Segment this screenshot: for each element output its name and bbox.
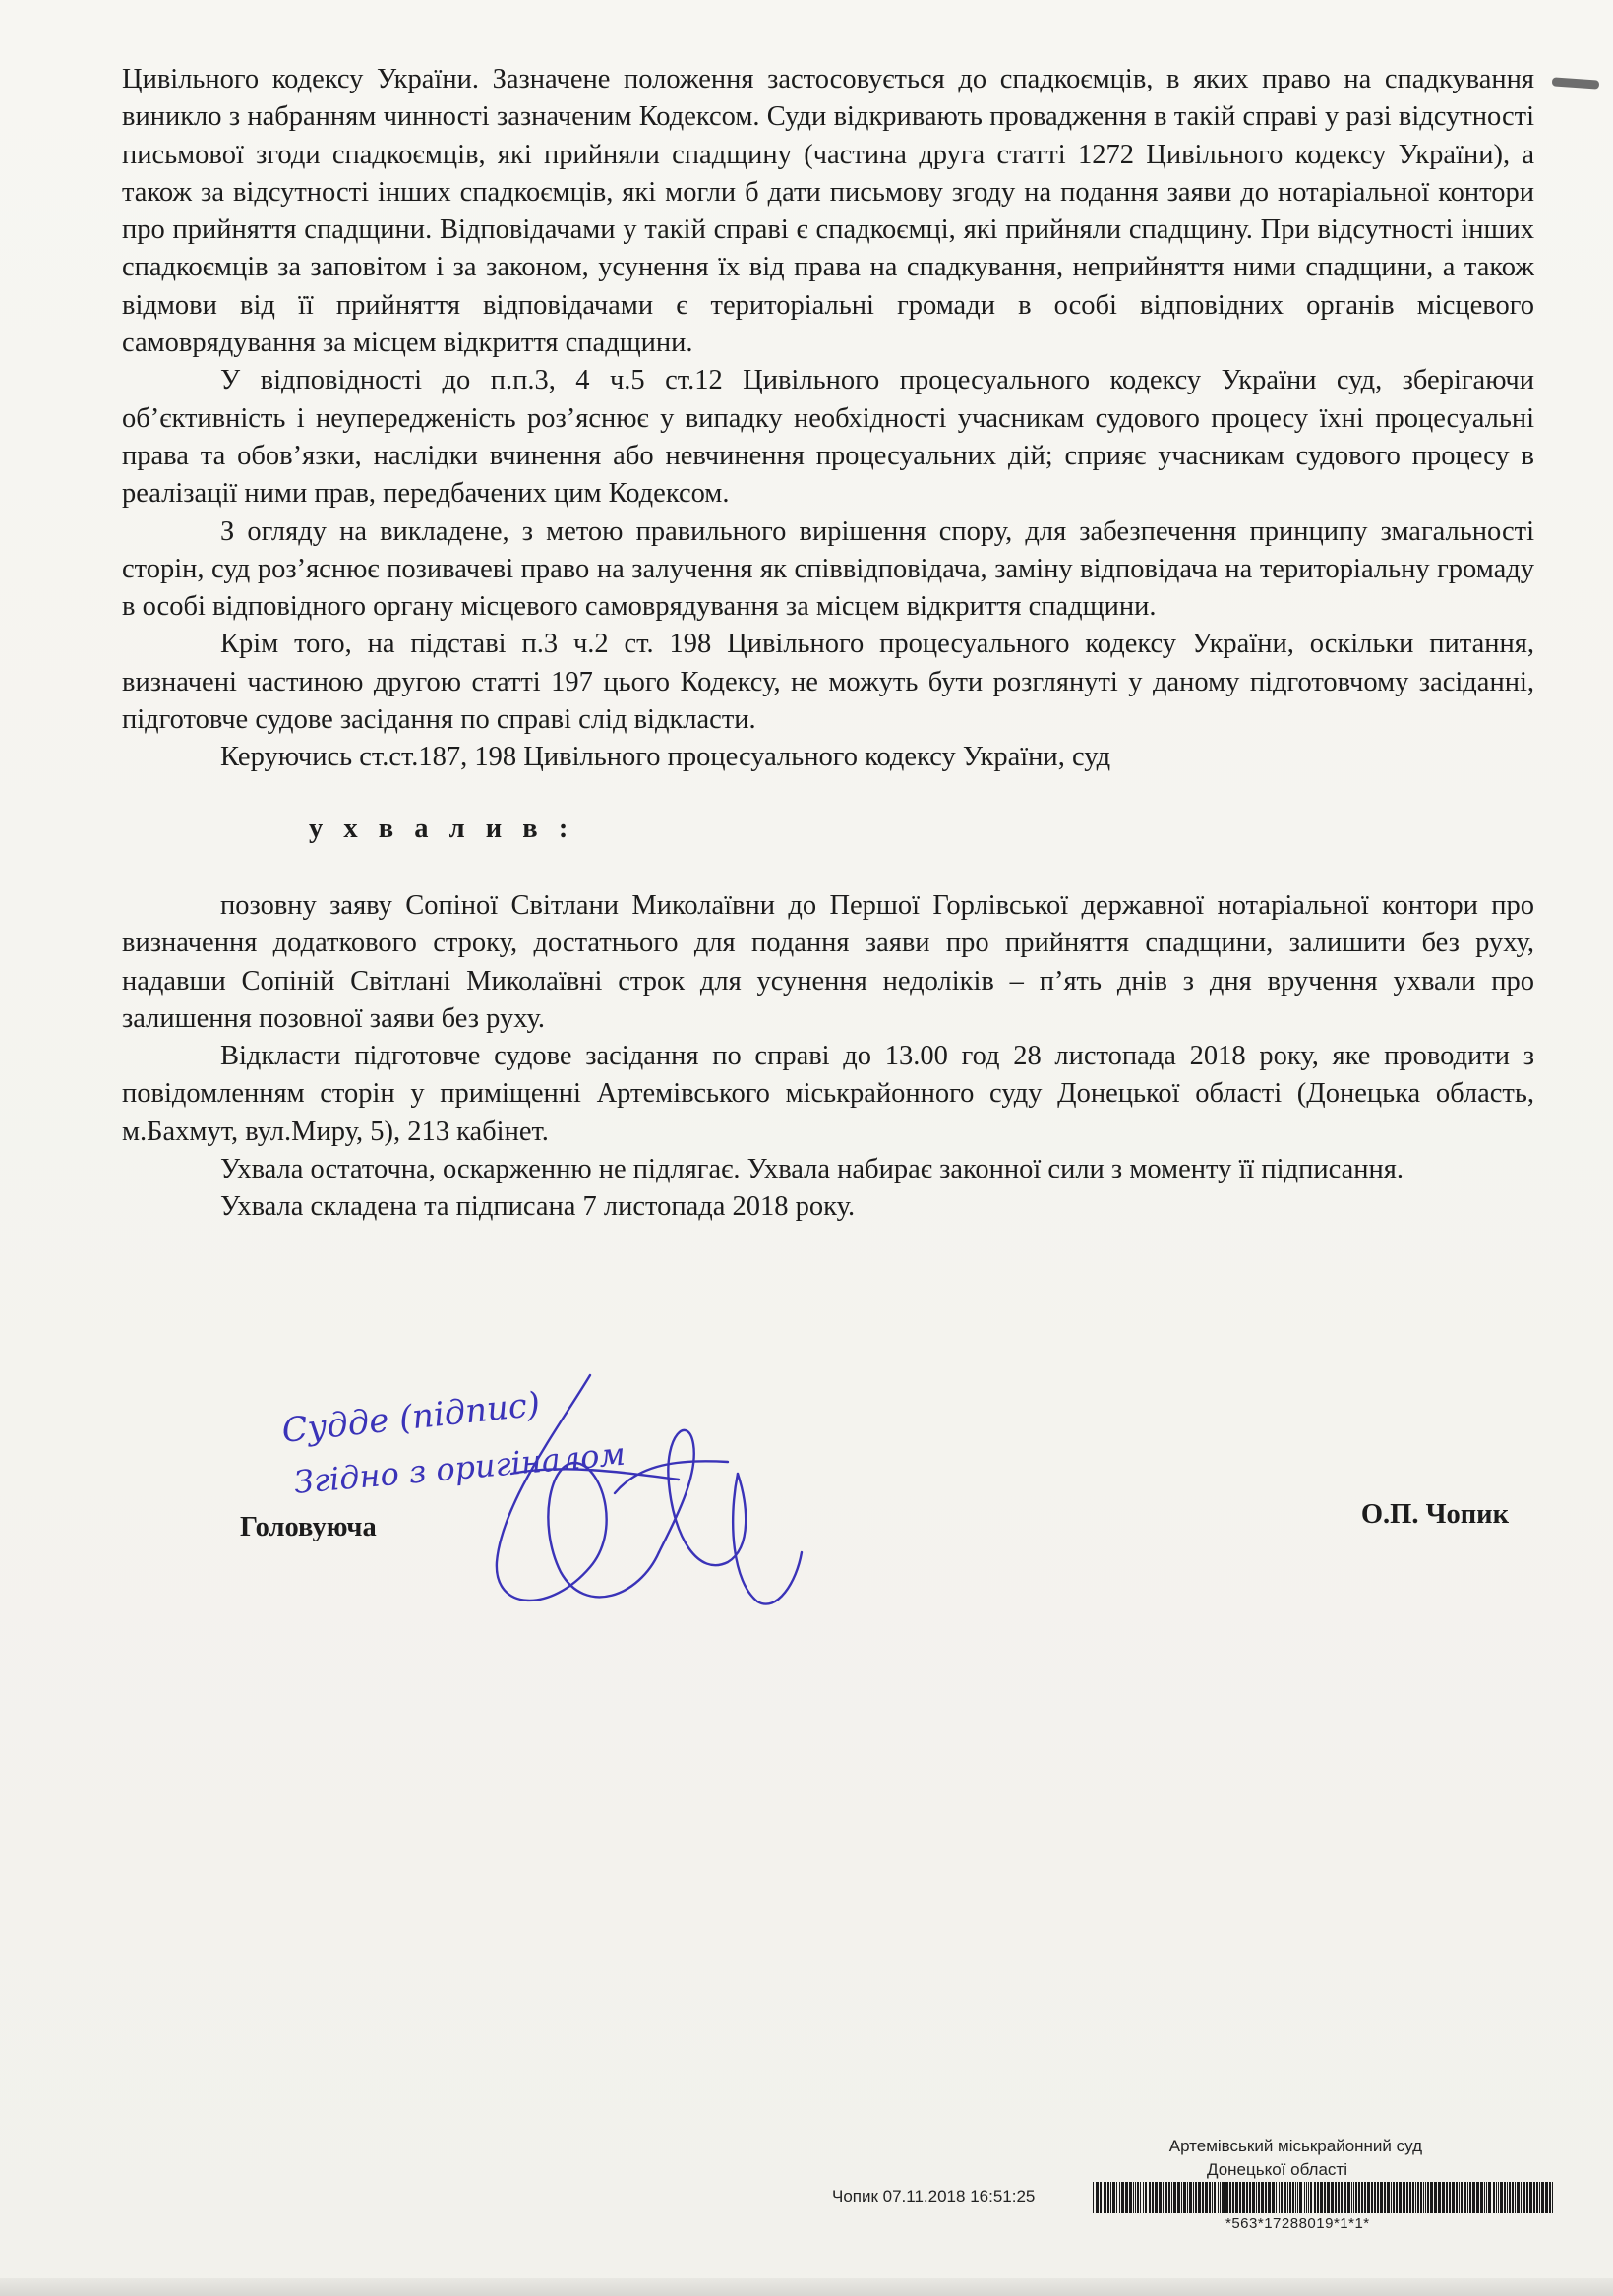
paragraph-guided-by: Керуючись ст.ст.187, 198 Цивільного процесуального кодексу України, суд — [220, 742, 1111, 773]
electronic-stamp — [832, 2115, 1560, 2263]
barcode-number: *563*17288019*1*1* — [1225, 2215, 1370, 2232]
barcode — [1093, 2182, 1555, 2213]
resolution-without-motion: позовну заяву Сопіної Світлани Миколаївни до Першої Горлівської державної нотаріальної контори про визначення додаткового строку, достатнього для подання заяви про прийняття спадщини, залишити без руху, надавши Сопіній Світлані Миколаївні строк для усунення недоліків – п’ять днів з дня вручення ухвали про залишення позовної заяви без руху. — [122, 889, 1534, 1034]
paragraph-explanation: З огляду на викладене, з метою правильного вирішення спору, для забезпечення принципу змагальності сторін, суд роз’яснює позивачеві право на залучення як співвідповідача, заміну відповідача на територіальну громаду в особі відповідного органу місцевого самоврядування за місцем відкриття спадщини. — [122, 515, 1534, 623]
svg-text:Згідно з оригіналом: Згідно з оригіналом — [292, 1434, 627, 1501]
resolved-heading: у х в а л и в : — [309, 813, 575, 844]
paragraph-continuation: Цивільного кодексу України. Зазначене положення застосовується до спадкоємців, в яких право на спадкування виникло з набранням чинності зазначеним Кодексом. Суди відкривають провадження в такій справі у разі відсутності письмової згоди спадкоємців, які прийняли спадщину (частина друга статті 1272 Цивільного кодексу України), а також за відсутності інших спадкоємців, які могли б дати письмову згоду на подання заяви до нотаріальної контори про прийняття спадщини. Відповідачами у такій справі є спадкоємці, які прийняли спадщину. При відсутності інших спадкоємців за заповітом і за законом, усунення їх від права на спадкування, неприйняття ними спадщини, а також відмови від її прийняття відповідачами є територіальні громади в особі відповідних органів місцевого самоврядування за місцем відкриття спадщини. — [122, 64, 1534, 359]
stamp-court: Артемівський міськрайонний суд — [1168, 2137, 1422, 2155]
resolution-final: Ухвала остаточна, оскарженню не підлягає. Ухвала набирає законної сили з моменту її підписання. — [220, 1154, 1404, 1185]
paragraph-procedural-rights: У відповідності до п.п.3, 4 ч.5 ст.12 Цивільного процесуального кодексу України суд, зберігаючи об’єктивність і неупередженість роз’яснює у випадку необхідності учасникам судового процесу їхні процесуальні права та обов’язки, наслідки вчинення або невчинення процесуальних дій; сприяє учасникам судового процесу в реалізації ними прав, передбачених цим Кодексом. — [122, 365, 1534, 510]
resolution-postpone: Відкласти підготовче судове засідання по справі до 13.00 год 28 листопада 2018 року, яке проводити з повідомленням сторін у приміщенні Артемівського міськрайонного суду Донецької області (Донецька область, м.Бахмут, вул.Миру, 5), 213 кабінет. — [122, 1041, 1534, 1147]
svg-text:Судде (підпис): Судде (підпис) — [279, 1384, 542, 1451]
stamp-signer: Чопик 07.11.2018 16:51:25 — [832, 2187, 1036, 2205]
stamp-region: Донецької області — [1207, 2160, 1347, 2179]
handwritten-signature — [266, 1356, 816, 1651]
presiding-label: Головуюча — [240, 1512, 377, 1542]
judge-name: О.П. Чопик — [1360, 1499, 1509, 1530]
scan-mark — [1552, 77, 1600, 89]
paragraph-postponement: Крім того, на підставі п.3 ч.2 ст. 198 Цивільного процесуального кодексу України, оскільки питання, визначені частиною другою статті 197 цього Кодексу, не можуть бути розглянуті у даному підготовчому засіданні, підготовче судове засідання по справі слід відкласти. — [122, 629, 1534, 736]
document-body — [122, 61, 1534, 1227]
page-bottom-edge — [0, 2278, 1613, 2296]
resolution-signed-date: Ухвала складена та підписана 7 листопада 2018 року. — [220, 1191, 856, 1223]
